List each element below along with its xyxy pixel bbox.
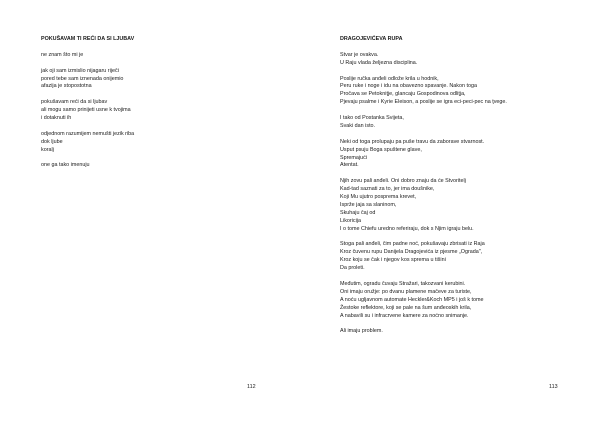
right-page — [300, 0, 600, 423]
poem-line: pored tebe sam iznenada onijemio — [41, 75, 124, 82]
poem-line: A noću ugljavnom automate Heckler&Koch MP5 i još k tome — [340, 296, 484, 303]
left-stanzas — [41, 52, 134, 171]
poem-line: U Raju vlada željezna disciplina. — [340, 59, 418, 66]
stanza — [340, 139, 507, 171]
poem-line: Stvar je ovakva. — [340, 51, 379, 58]
poem-line: Svaki dan isto. — [340, 122, 376, 129]
poem-line: Da proleti. — [340, 265, 365, 272]
page-number: 113 — [549, 384, 558, 390]
poem-title: DRAGOJEVIĆEVA RUPA — [340, 36, 403, 42]
poem-line: Likoricija — [340, 217, 361, 224]
stanza — [41, 68, 134, 92]
stanza — [340, 241, 507, 273]
poem-line: odjednom razumijem nemušti jezik riba — [41, 130, 135, 137]
poem-line: dok ljube — [41, 138, 63, 145]
poem-line: Žestoke reflektore, koji se pale na šum anđeoskih krila, — [340, 304, 472, 311]
poem-line: afazija je stopostotna — [41, 83, 92, 90]
poem-line: Skuhaju čaj od — [340, 209, 376, 216]
poem-line: Kad-tad saznati za to, jer ima doušnike, — [340, 186, 435, 193]
poem-line: Usput psuju Boga spuštene glave, — [340, 146, 422, 153]
poem-line: Stoga pali anđeli, čim padne noć, pokušavaju zbrisati iz Raja — [340, 241, 485, 248]
stanza — [340, 281, 507, 321]
poem-line: i dotaknuti ih — [41, 115, 72, 122]
poem-line: Peru ruke i noge i idu na obavezno spavanje. Nakon toga — [340, 83, 477, 90]
right-stanzas — [340, 52, 507, 337]
left-poem — [41, 36, 134, 178]
stanza — [41, 99, 134, 123]
poem-line: Kroz koju se čak i njegov kos sprema u tišini — [340, 257, 446, 264]
page-number: 112 — [247, 384, 256, 390]
poem-line: koralj — [41, 146, 54, 153]
stanza — [340, 115, 507, 131]
poem-line: pokušavam reći da si ljubav — [41, 99, 108, 106]
right-poem — [340, 36, 507, 344]
poem-line: ali mogu samo prinijeti usne k tvojima — [41, 107, 131, 114]
poem-title: POKUŠAVAM TI REĆI DA SI LJUBAV — [41, 36, 135, 42]
poem-line: Neki od toga prolupaju pa puše travu da zaborave stvarnost. — [340, 138, 485, 145]
poem-line: Njih zovu pali anđeli. Oni dobro znaju da će Stvoritelj — [340, 178, 466, 185]
poem-line: one ga tako imenuju — [41, 162, 90, 169]
poem-line: Atentat. — [340, 162, 359, 169]
poem-line: Pročava se Petokniţje, glancaju Gospodinova odliţja, — [340, 91, 466, 98]
poem-line: Kroz čuvenu rupu Danijela Dragojevića iz pjesme „Ograda", — [340, 249, 483, 256]
stanza — [41, 52, 134, 60]
poem-line: I o tome Chiefu uredno referiraju, dok s Njim igraju belu. — [340, 225, 474, 232]
stanza — [340, 76, 507, 108]
stanza — [41, 162, 134, 170]
poem-line: Oni imaju oružje: po dvanu plamene mačeve za turiste, — [340, 288, 472, 295]
poem-line: Isprže jaja sa slaninom, — [340, 201, 397, 208]
poem-line: I tako od Postanka Svijeta, — [340, 115, 404, 122]
poem-line: Pjevaju psalme i Kyrie Eleison, a poslije se igra eci-peci-pec na ţvege. — [340, 99, 507, 106]
poem-line: Koji Mu ujutro posprema krevet, — [340, 194, 417, 201]
poem-line: jak oji sam izmislio nijagaru riječi — [41, 67, 119, 74]
stanza — [41, 131, 134, 155]
stanza — [340, 52, 507, 68]
stanza — [340, 178, 507, 233]
stanza — [340, 328, 507, 336]
poem-line: ne znam što mi je — [41, 51, 84, 58]
poem-line: Poslije ručka anđeli odlože krila u hodnik, — [340, 75, 439, 82]
poem-line: A nabavili su i infracrvene kamere za noćno snimanje. — [340, 312, 469, 319]
poem-line: Spremajući — [340, 154, 367, 161]
poem-line: Međutim, ogradu čuvaju Stražari, takozvani kerubini. — [340, 280, 466, 287]
poem-line: Ali imaju problem. — [340, 328, 383, 335]
